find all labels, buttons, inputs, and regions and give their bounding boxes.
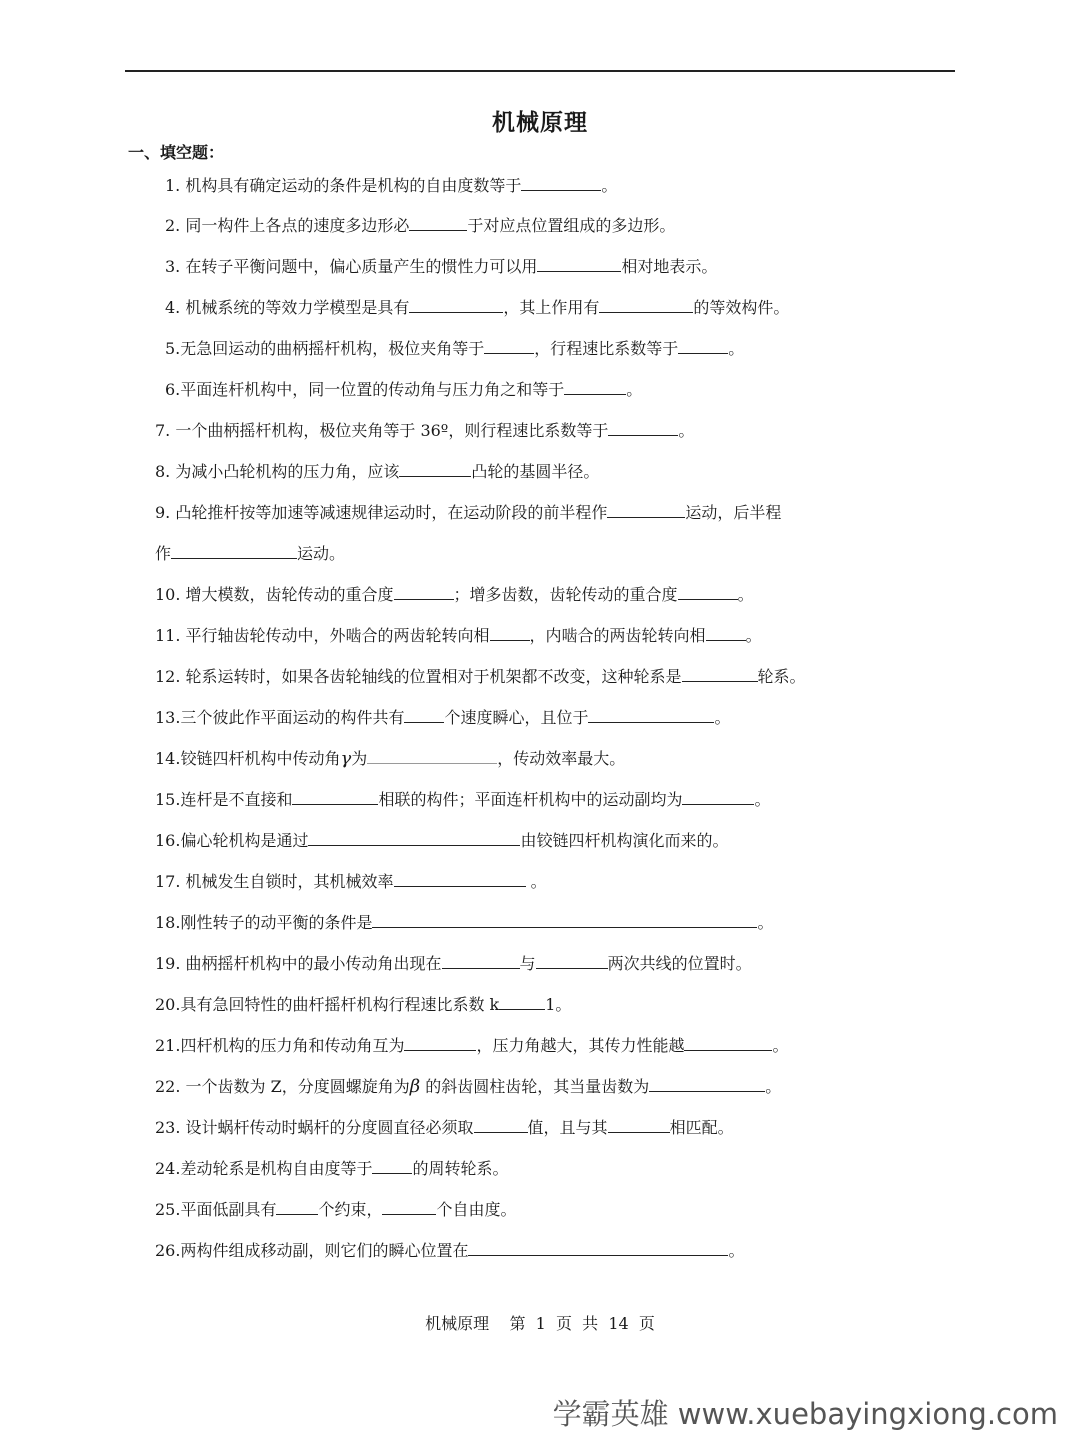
question-14: 14.铰链四杆机构中传动角γ为 ，传动效率最大。 (155, 748, 626, 769)
answer-blank[interactable] (372, 1158, 412, 1174)
answer-blank[interactable] (409, 297, 503, 313)
answer-blank[interactable] (682, 789, 754, 805)
answer-blank[interactable] (468, 1240, 728, 1256)
answer-blank[interactable] (171, 543, 297, 559)
question-3: 3. 在转子平衡问题中，偏心质量产生的惯性力可以用 相对地表示。 (165, 257, 718, 276)
site-watermark: 学霸英雄 www.xuebayingxiong.com (552, 1397, 1058, 1431)
question-12: 12. 轮系运转时，如果各齿轮轴线的位置相对于机架都不改变，这种轮系是 轮系。 (155, 667, 806, 686)
answer-blank[interactable] (706, 625, 746, 641)
page-footer (0, 1311, 1080, 1334)
question-15: 15.连杆是不直接和 相联的构件；平面连杆机构中的运动副均为 。 (155, 790, 771, 809)
answer-blank[interactable] (678, 584, 738, 600)
question-1: 1. 机构具有确定运动的条件是机构的自由度数等于 。 (165, 176, 618, 195)
question-23: 23. 设计蜗杆传动时蜗杆的分度圆直径必须取 值，且与其 相匹配。 (155, 1118, 734, 1137)
answer-blank[interactable] (399, 461, 471, 477)
answer-blank[interactable] (442, 953, 520, 969)
section-heading: 一、填空题： (128, 143, 225, 162)
answer-blank[interactable] (394, 584, 454, 600)
document-title: 机械原理 (492, 109, 588, 136)
question-20: 20.具有急回特性的曲杆摇杆机构行程速比系数 k 1。 (155, 995, 572, 1014)
answer-blank[interactable] (394, 871, 526, 887)
answer-blank[interactable] (404, 707, 444, 723)
question-22: 22. 一个齿数为 Z，分度圆螺旋角为β 的斜齿圆柱齿轮，其当量齿数为 。 (155, 1076, 782, 1097)
question-10: 10. 增大模数，齿轮传动的重合度 ；增多齿数，齿轮传动的重合度 。 (155, 585, 754, 604)
beta-symbol: β (409, 1076, 421, 1097)
answer-blank[interactable] (537, 256, 621, 272)
question-21: 21.四杆机构的压力角和传动角互为 ，压力角越大，其传力性能越 。 (155, 1036, 789, 1055)
question-16: 16.偏心轮机构是通过 由铰链四杆机构演化而来的。 (155, 831, 729, 850)
question-7: 7. 一个曲柄摇杆机构，极位夹角等于 36º，则行程速比系数等于 。 (155, 421, 695, 440)
question-26: 26.两构件组成移动副，则它们的瞬心位置在 。 (155, 1241, 745, 1260)
answer-blank[interactable] (292, 789, 378, 805)
question-2: 2. 同一构件上各点的速度多边形必 于对应点位置组成的多边形。 (165, 216, 676, 235)
question-11: 11. 平行轴齿轮传动中，外啮合的两齿轮转向相 ，内啮合的两齿轮转向相 。 (155, 626, 762, 645)
question-5: 5.无急回运动的曲柄摇杆机构，极位夹角等于 ，行程速比系数等于 。 (165, 339, 745, 358)
answer-blank[interactable] (484, 338, 534, 354)
answer-blank[interactable] (588, 707, 714, 723)
answer-blank[interactable] (608, 1117, 670, 1133)
answer-blank[interactable] (490, 625, 530, 641)
answer-blank[interactable] (276, 1199, 318, 1215)
answer-blank[interactable] (404, 1035, 476, 1051)
question-9-continuation: 作 运动。 (155, 544, 346, 563)
question-6: 6.平面连杆机构中，同一位置的传动角与压力角之和等于 。 (165, 380, 643, 399)
gamma-symbol: γ (340, 748, 352, 769)
answer-blank[interactable] (409, 215, 467, 231)
question-17: 17. 机械发生自锁时，其机械效率 。 (155, 872, 547, 891)
answer-blank[interactable] (564, 379, 626, 395)
header-rule (125, 70, 955, 72)
answer-blank[interactable] (649, 1076, 765, 1092)
answer-blank[interactable] (599, 297, 693, 313)
answer-blank[interactable] (607, 502, 685, 518)
answer-blank[interactable] (372, 912, 757, 928)
answer-blank[interactable] (678, 338, 728, 354)
answer-blank[interactable] (521, 175, 601, 191)
question-8: 8. 为减小凸轮机构的压力角，应该 凸轮的基圆半径。 (155, 462, 600, 481)
answer-blank[interactable] (499, 994, 545, 1010)
answer-blank[interactable] (474, 1117, 528, 1133)
answer-blank[interactable] (682, 666, 758, 682)
answer-blank[interactable] (308, 830, 520, 846)
page-number: 第 1 页 共 14 页 (509, 1314, 655, 1333)
question-25: 25.平面低副具有 个约束， 个自由度。 (155, 1200, 517, 1219)
question-24: 24.差动轮系是机构自由度等于 的周转轮系。 (155, 1159, 509, 1178)
answer-blank[interactable] (367, 748, 497, 764)
answer-blank[interactable] (684, 1035, 772, 1051)
question-9: 9. 凸轮推杆按等加速等减速规律运动时，在运动阶段的前半程作 运动，后半程 (155, 503, 782, 522)
answer-blank[interactable] (382, 1199, 436, 1215)
question-19: 19. 曲柄摇杆机构中的最小传动角出现在 与 两次共线的位置时。 (155, 954, 752, 973)
answer-blank[interactable] (536, 953, 608, 969)
question-18: 18.刚性转子的动平衡的条件是 。 (155, 913, 774, 932)
question-13: 13.三个彼此作平面运动的构件共有 个速度瞬心，且位于 。 (155, 708, 731, 727)
answer-blank[interactable] (608, 420, 678, 436)
question-4: 4. 机械系统的等效力学模型是具有 ，其上作用有 的等效构件。 (165, 298, 790, 317)
footer-title: 机械原理 (425, 1314, 490, 1333)
